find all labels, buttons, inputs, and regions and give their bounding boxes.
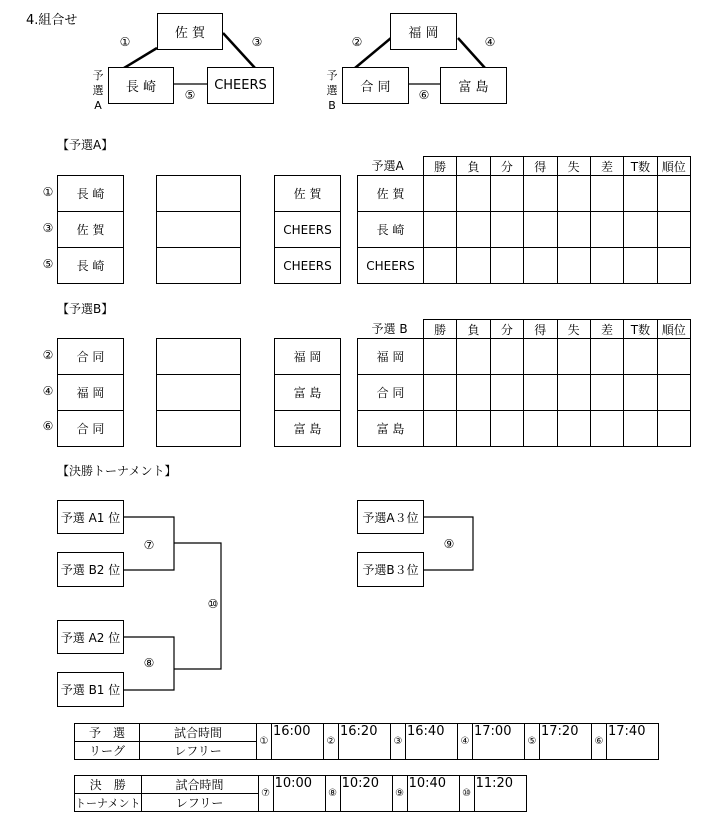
pairing-b-match-right: ④ <box>484 35 496 49</box>
tournament-slot-a3: 予選A３位 <box>357 500 424 534</box>
pairing-b-left-team: 合 同 <box>342 67 409 104</box>
prelim-a-home-3: 長 崎 <box>58 248 124 284</box>
prelim-a-col-draw: 分 <box>490 157 523 176</box>
schedule-final-label-top: 決 勝 <box>75 776 142 794</box>
schedule-league-label-bottom: リーグ <box>75 742 140 760</box>
prelim-b-away-column <box>274 338 341 447</box>
prelim-a-away-3: CHEERS <box>275 248 341 284</box>
pairing-a-right-team: CHEERS <box>207 67 274 104</box>
schedule-league-no-6: ⑥ <box>592 724 607 760</box>
prelim-b-col-win: 勝 <box>424 320 457 339</box>
prelim-a-match-no-1: ① <box>42 185 54 199</box>
pairing-b-top-team: 福 岡 <box>390 13 457 50</box>
prelim-b-score-column <box>156 338 241 447</box>
prelim-a-home-2: 佐 賀 <box>58 212 124 248</box>
prelim-b-team-2: 合 同 <box>358 375 424 411</box>
schedule-league-time-6: 17:40 <box>607 724 659 760</box>
prelim-b-score-2[interactable] <box>157 375 241 411</box>
schedule-league-label-top: 予 選 <box>75 724 140 742</box>
schedule-league-time-3: 16:40 <box>406 724 458 760</box>
schedule-final-no-3: ⑨ <box>392 776 407 812</box>
prelim-b-col-loss: 負 <box>457 320 490 339</box>
schedule-league-no-2: ② <box>324 724 339 760</box>
tournament-slot-a1: 予選 A1 位 <box>57 500 124 534</box>
prelim-b-home-column <box>57 338 124 447</box>
schedule-league-no-1: ① <box>257 724 272 760</box>
pairing-a-top-team: 佐 賀 <box>157 13 223 50</box>
tournament-slot-b3: 予選B３位 <box>357 552 424 587</box>
schedule-final-no-4: ⑩ <box>459 776 474 812</box>
pairing-a-left-team: 長 崎 <box>108 67 174 104</box>
prelim-b-home-3: 合 同 <box>58 411 124 447</box>
schedule-league-no-4: ④ <box>458 724 473 760</box>
prelim-a-team-1: 佐 賀 <box>358 176 424 212</box>
schedule-league-no-3: ③ <box>391 724 406 760</box>
pairing-b-right-team: 富 島 <box>440 67 507 104</box>
prelim-a-away-2: CHEERS <box>275 212 341 248</box>
schedule-league-time-5: 17:20 <box>540 724 592 760</box>
schedule-final-no-2: ⑧ <box>325 776 340 812</box>
prelim-b-match-no-3: ⑥ <box>42 419 54 433</box>
prelim-b-col-against: 失 <box>557 320 590 339</box>
schedule-final-time-2: 10:20 <box>340 776 392 812</box>
prelim-b-col-diff: 差 <box>590 320 623 339</box>
prelim-a-score-2[interactable] <box>157 212 241 248</box>
table-row <box>358 375 691 411</box>
prelim-a-score-1[interactable] <box>157 176 241 212</box>
schedule-final-time-3: 10:40 <box>407 776 459 812</box>
prelim-a-score-3[interactable] <box>157 248 241 284</box>
table-row <box>358 339 691 375</box>
schedule-league-time-label: 試合時間 <box>140 724 257 742</box>
prelim-b-col-for: 得 <box>524 320 557 339</box>
prelim-b-home-2: 福 岡 <box>58 375 124 411</box>
pairing-b-label: 予 選 B <box>326 69 338 112</box>
prelim-b-team-3: 富 島 <box>358 411 424 447</box>
prelim-a-team-2: 長 崎 <box>358 212 424 248</box>
prelim-a-home-1: 長 崎 <box>58 176 124 212</box>
prelim-a-team-3: CHEERS <box>358 248 424 284</box>
schedule-league-no-5: ⑤ <box>525 724 540 760</box>
table-row <box>358 248 691 284</box>
schedule-final-table <box>74 775 527 812</box>
schedule-league-ref-label: レフリー <box>140 742 257 760</box>
tournament-match-8: ⑧ <box>143 656 155 670</box>
pairing-a-match-left: ① <box>119 35 131 49</box>
prelim-a-match-no-2: ③ <box>42 221 54 235</box>
table-row <box>358 176 691 212</box>
tournament-match-9: ⑨ <box>443 537 455 551</box>
schedule-final-time-label: 試合時間 <box>141 776 258 794</box>
prelim-b-heading: 【予選B】 <box>57 302 114 316</box>
prelim-a-col-rank: 順位 <box>657 157 690 176</box>
pairing-a-label: 予 選 A <box>92 69 104 112</box>
prelim-b-match-no-2: ④ <box>42 384 54 398</box>
prelim-a-away-1: 佐 賀 <box>275 176 341 212</box>
pairing-a-match-bottom: ⑤ <box>184 88 196 102</box>
tournament-slot-b1: 予選 B1 位 <box>57 672 124 707</box>
prelim-b-match-no-1: ② <box>42 348 54 362</box>
prelim-b-standings-table <box>357 319 691 447</box>
schedule-league-table <box>74 723 659 760</box>
prelim-a-standings-table <box>357 156 691 284</box>
prelim-a-away-column <box>274 175 341 284</box>
tournament-heading: 【決勝トーナメント】 <box>57 464 177 478</box>
prelim-b-col-draw: 分 <box>490 320 523 339</box>
prelim-a-home-column <box>57 175 124 284</box>
table-row <box>358 411 691 447</box>
prelim-a-col-win: 勝 <box>424 157 457 176</box>
pairing-b-match-left: ② <box>351 35 363 49</box>
prelim-b-team-1: 福 岡 <box>358 339 424 375</box>
schedule-league-time-1: 16:00 <box>272 724 324 760</box>
schedule-final-ref-label: レフリー <box>141 794 258 812</box>
prelim-b-col-rank: 順位 <box>657 320 690 339</box>
schedule-final-time-1: 10:00 <box>273 776 325 812</box>
prelim-b-score-1[interactable] <box>157 339 241 375</box>
prelim-b-score-3[interactable] <box>157 411 241 447</box>
section-title: 4.組合せ <box>26 13 78 28</box>
prelim-a-col-for: 得 <box>524 157 557 176</box>
prelim-b-away-2: 富 島 <box>275 375 341 411</box>
tournament-slot-b2: 予選 B2 位 <box>57 552 124 587</box>
prelim-a-col-tries: T数 <box>624 157 657 176</box>
prelim-b-standings-corner: 予選 B <box>371 322 408 337</box>
schedule-final-label-bottom: トーナメント <box>75 794 142 812</box>
prelim-b-away-3: 富 島 <box>275 411 341 447</box>
pairing-b-match-bottom: ⑥ <box>418 88 430 102</box>
tournament-match-7: ⑦ <box>143 538 155 552</box>
prelim-a-score-column <box>156 175 241 284</box>
schedule-league-time-2: 16:20 <box>339 724 391 760</box>
prelim-a-col-against: 失 <box>557 157 590 176</box>
prelim-a-col-diff: 差 <box>590 157 623 176</box>
pairing-a-match-right: ③ <box>251 35 263 49</box>
prelim-b-col-tries: T数 <box>624 320 657 339</box>
prelim-a-heading: 【予選A】 <box>57 138 114 152</box>
prelim-b-home-1: 合 同 <box>58 339 124 375</box>
prelim-a-col-loss: 負 <box>457 157 490 176</box>
tournament-match-10: ⑩ <box>207 597 219 611</box>
schedule-final-time-4: 11:20 <box>474 776 526 812</box>
prelim-a-match-no-3: ⑤ <box>42 257 54 271</box>
prelim-b-away-1: 福 岡 <box>275 339 341 375</box>
prelim-a-standings-corner: 予選A <box>371 159 404 174</box>
schedule-league-time-4: 17:00 <box>473 724 525 760</box>
tournament-slot-a2: 予選 A2 位 <box>57 620 124 654</box>
table-row <box>358 212 691 248</box>
schedule-final-no-1: ⑦ <box>258 776 273 812</box>
